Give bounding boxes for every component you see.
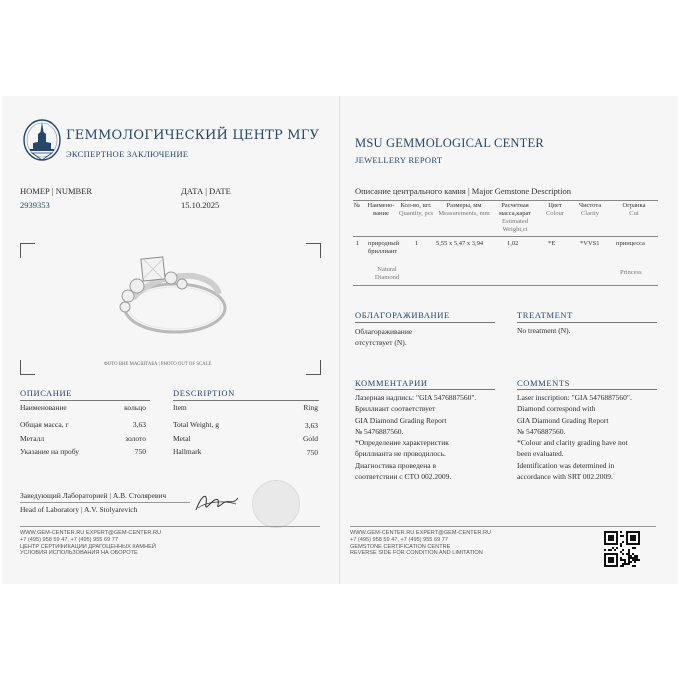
description-header: DESCRIPTION [173,388,235,398]
footer-line: +7 (495) 958 59 47, +7 (495) 955 69 77 [20,536,118,543]
fold-line [339,96,340,584]
row-value-ru: 750 [134,447,146,456]
msu-logo-icon [22,116,62,162]
col-header: Цвет Colour [545,202,565,217]
col-header: № [353,202,361,209]
treatment-en-header: TREATMENT [517,310,573,320]
date-label: ДАТА | DATE [181,186,231,196]
signature [192,488,242,518]
cell-clarity: *VVS1 [580,240,600,247]
crop-mark [20,243,35,258]
opisanie-header: ОПИСАНИЕ [20,388,73,398]
comment-line: Diamond correspond with [517,404,596,414]
comments-ru-text [355,392,476,482]
comment-line: Диагностика проведена в [355,460,436,470]
footer-line: WWW.GEM-CENTER.RU EXPERT@GEM-CENTER.RU [350,530,492,536]
photo-caption: ФОТО ВНЕ МАСШТАБА | PHOTO OUT OF SCALE [104,362,212,367]
comments-en-text [517,392,632,482]
footer-right [350,530,491,557]
crop-mark [306,243,321,258]
ring-photo [115,252,235,344]
comments-en-header: COMMENTS [517,378,570,388]
row-value-en: Gold [303,434,318,443]
gemstone-table-title: Описание центрального камня | Major Gemstone Description [355,186,571,196]
footer-line: УСЛОВИЯ ИСПОЛЬЗОВАНИЯ НА ОБОРОТЕ [20,550,138,557]
row-label-ru: Общая масса, г [20,420,69,429]
stamp-seal [252,480,300,528]
cell-qty: 1 [415,240,419,247]
row-label-en: Hallmark [173,447,202,456]
comment-line: № 5476887560. [355,426,404,436]
col-header: Кол-во, шт. Quantity, pcs [398,202,434,217]
comment-line: бриллианта не проводилось. [355,449,446,459]
qr-code-icon [604,531,640,567]
divider [353,236,658,237]
comment-line: accordance with SRT 002.2009. [517,472,613,482]
divider [350,526,656,527]
divider [517,322,657,323]
footer-line: WWW.GEM-CENTER.RU EXPERT@GEM-CENTER.RU [20,530,162,536]
cell-weight: 1,02 [507,240,519,247]
divider [20,502,190,503]
treatment-en-text: No treatment (N). [517,326,571,335]
cell-cut-en: Princess [620,269,642,276]
cell-size: 5,55 x 5,47 x 3,94 [436,240,484,247]
row-value-ru: 3,63 [132,420,146,429]
cell-num: 1 [356,240,360,247]
comment-line: been evaluated. [517,449,564,459]
row-value-en: 750 [306,448,318,457]
cell-name: природный бриллиант [368,240,400,255]
date-value: 15.10.2025 [181,200,220,210]
footer-line: REVERSE SIDE FOR CONDITION AND LIMITATION [350,550,483,557]
comment-line: соответствии с СТО 002.2009. [355,472,452,482]
divider [517,389,657,390]
number-label: НОМЕР | NUMBER [20,186,93,196]
col-header: Расчетная масса,карат Estimated Weight,ct [498,202,532,233]
cell-cut: принцесса [616,240,645,247]
footer-line: +7 (495) 958 59 47, +7 (495) 955 69 77 [350,536,448,543]
row-label-ru: Указание на пробу [20,447,80,456]
col-header: Наимено-вание [367,202,395,217]
cell-colour: *E [548,240,556,247]
treatment-ru-text: Облагораживание отсутствует (N). [355,327,413,347]
number-value: 2939353 [20,200,50,210]
center-name-en: MSU GEMMOLOGICAL CENTER [355,136,544,150]
head-en: Head of Laboratory | A.V. Stolyarevich [20,505,138,514]
comment-line: Identification was determined in [517,460,615,470]
cell-name-en: Natural Diamond [374,266,400,281]
crop-mark [306,360,321,375]
divider [353,285,658,286]
comment-line: Лазерная надпись: "GIA 5476887560". [355,393,477,402]
footer-line: ЦЕНТР СЕРТИФИКАЦИИ ДРАГОЦЕННЫХ КАМНЕЙ [20,543,156,550]
comment-line: № 5476887560. [517,426,566,436]
comment-line: GIA Diamond Grading Report [355,415,447,425]
row-value-en: 3,63 [304,421,318,430]
footer-left [20,530,161,557]
col-header: Огранка Cut [622,202,646,217]
treatment-ru-header: ОБЛАГОРАЖИВАНИЕ [355,310,450,320]
row-label-ru: Наименование [20,403,67,412]
comments-ru-header: КОММЕНТАРИИ [355,378,428,388]
head-ru: Заведующий Лабораторией | А.В. Столяревич [20,491,167,500]
row-label-en: Total Weight, g [173,420,220,429]
divider [355,322,495,323]
divider [355,389,495,390]
row-value-ru: кольцо [124,403,146,412]
divider [353,200,658,201]
report-type-ru: ЭКСПЕРТНОЕ ЗАКЛЮЧЕНИЕ [66,149,189,159]
col-header: Чистота Clarity [578,202,602,217]
footer-line: GEMSTONE CERTIFICATION CENTRE [350,543,451,550]
report-type-en: JEWELLERY REPORT [355,155,443,165]
crop-mark [20,360,35,375]
row-label-en: Metal [173,434,191,443]
comment-line: Бриллиант соответствует [355,404,436,414]
row-value-en: Ring [303,403,318,412]
col-header: Размеры, мм Measurements, mm [438,202,490,217]
divider [173,400,319,401]
divider [20,526,320,527]
comment-line: *Colour and clarity grading have not [517,438,628,448]
comment-line: *Определение характеристик [355,438,449,448]
comment-line: Laser inscription: "GIA 5476887560". [517,393,632,402]
divider [20,400,150,401]
row-label-en: Item [173,403,187,412]
row-value-ru: золото [125,434,146,443]
row-label-ru: Металл [20,434,45,443]
comment-line: GIA Diamond Grading Report [517,415,609,425]
center-name-ru: ГЕММОЛОГИЧЕСКИЙ ЦЕНТР МГУ [66,128,320,143]
